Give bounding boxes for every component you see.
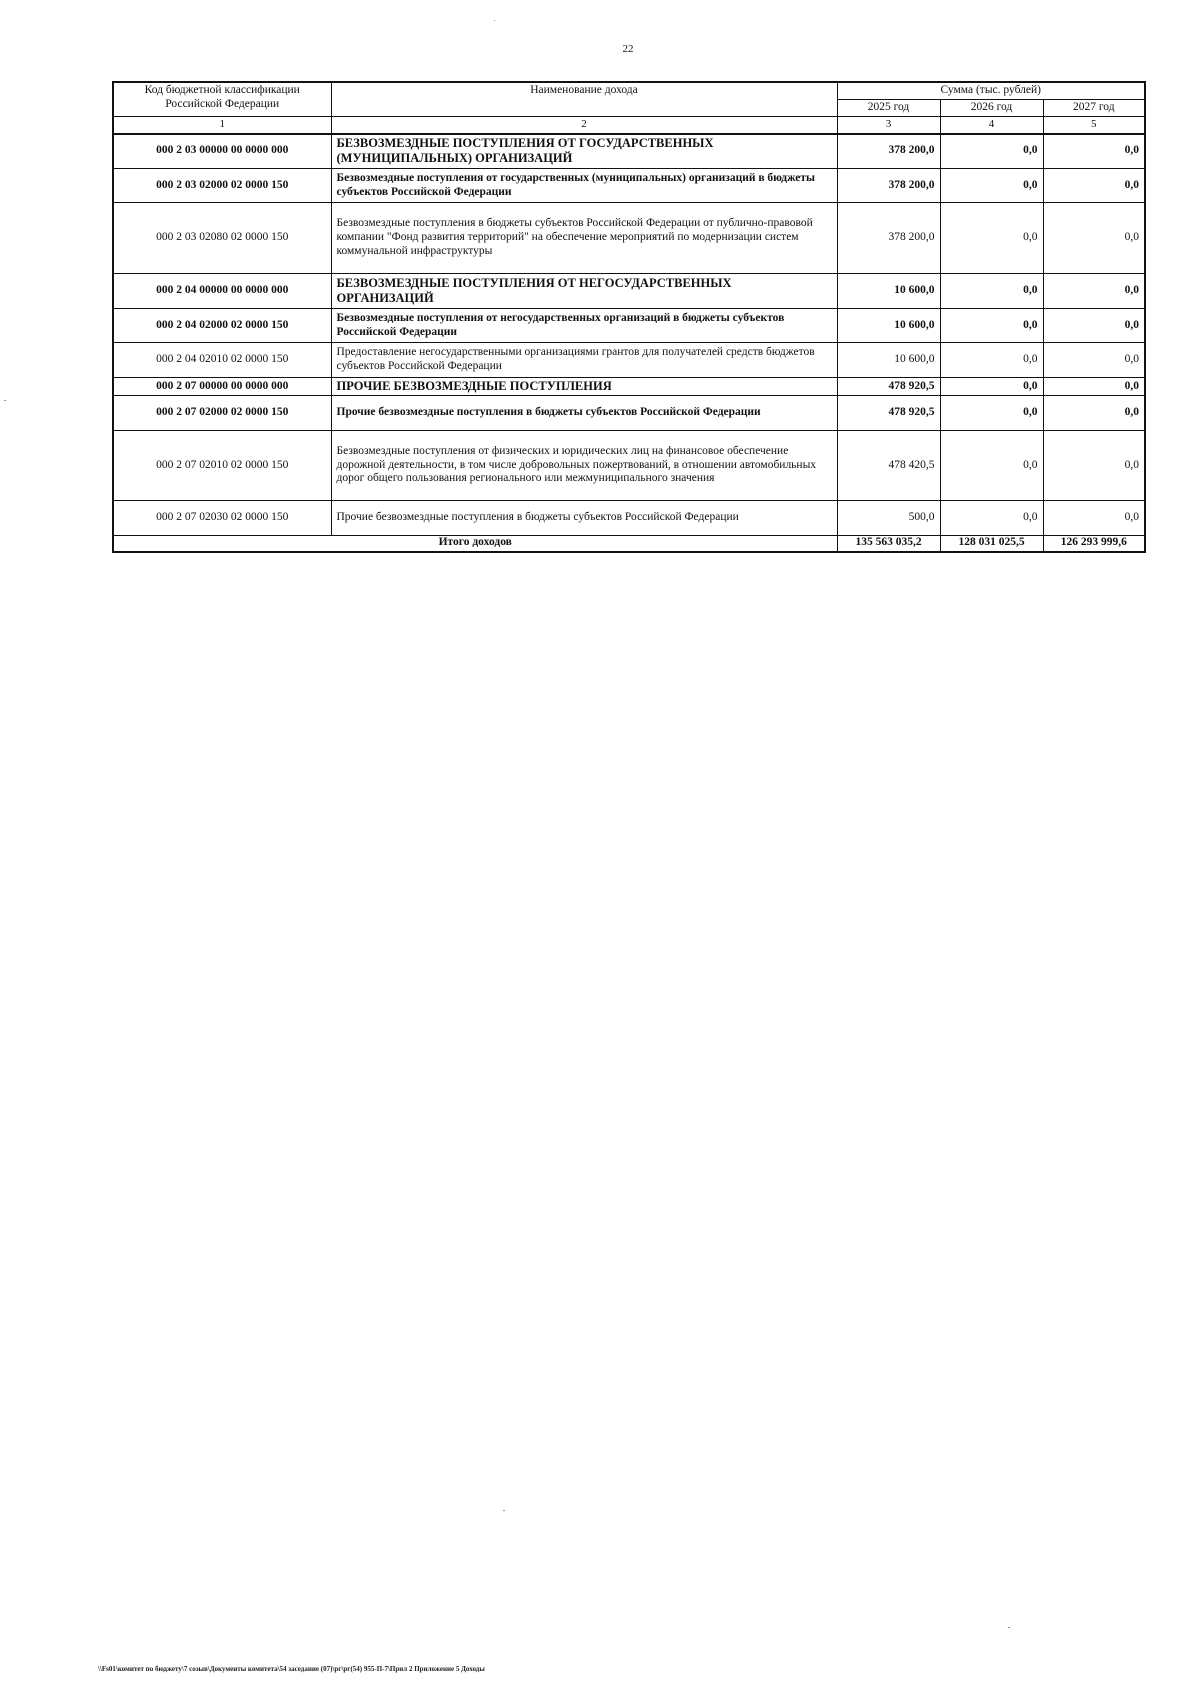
total-label: Итого доходов — [113, 536, 837, 552]
row-name: ПРОЧИЕ БЕЗВОЗМЕЗДНЫЕ ПОСТУПЛЕНИЯ — [331, 378, 837, 396]
scan-speck — [1008, 1627, 1010, 1628]
row-name: Безвозмездные поступления от физических и юридических лиц на финансовое обеспечение дорожной деятельности, в том числе добровольных пожертвований, в отношении автомобильных дорог общего пользования регионального или межмуниципального значения — [331, 431, 837, 501]
row-value-2027: 0,0 — [1043, 134, 1145, 169]
row-value-2025: 10 600,0 — [837, 343, 940, 378]
header-year-2025: 2025 год — [837, 99, 940, 116]
column-number: 1 — [113, 116, 331, 134]
row-value-2025: 478 420,5 — [837, 431, 940, 501]
row-value-2025: 478 920,5 — [837, 378, 940, 396]
row-value-2027: 0,0 — [1043, 378, 1145, 396]
row-code: 000 2 04 02000 02 0000 150 — [113, 309, 331, 343]
row-value-2027: 0,0 — [1043, 431, 1145, 501]
row-name: БЕЗВОЗМЕЗДНЫЕ ПОСТУПЛЕНИЯ ОТ НЕГОСУДАРСТВЕННЫХ ОРГАНИЗАЦИЙ — [331, 274, 837, 309]
row-value-2026: 0,0 — [940, 203, 1043, 274]
row-value-2026: 0,0 — [940, 343, 1043, 378]
table-row — [113, 274, 1145, 309]
row-value-2026: 0,0 — [940, 378, 1043, 396]
row-value-2025: 378 200,0 — [837, 169, 940, 203]
row-value-2027: 0,0 — [1043, 203, 1145, 274]
table-row — [113, 169, 1145, 203]
total-value-2027: 126 293 999,6 — [1043, 536, 1145, 552]
row-code: 000 2 03 02000 02 0000 150 — [113, 169, 331, 203]
row-name: Прочие безвозмездные поступления в бюджеты субъектов Российской Федерации — [331, 501, 837, 536]
row-value-2026: 0,0 — [940, 396, 1043, 431]
column-number: 4 — [940, 116, 1043, 134]
row-code: 000 2 07 02010 02 0000 150 — [113, 431, 331, 501]
row-value-2026: 0,0 — [940, 169, 1043, 203]
scan-speck — [503, 1510, 505, 1511]
row-value-2027: 0,0 — [1043, 274, 1145, 309]
row-value-2026: 0,0 — [940, 134, 1043, 169]
header-year-2026: 2026 год — [940, 99, 1043, 116]
row-value-2025: 10 600,0 — [837, 309, 940, 343]
row-value-2027: 0,0 — [1043, 309, 1145, 343]
table-row — [113, 501, 1145, 536]
row-code: 000 2 03 02080 02 0000 150 — [113, 203, 331, 274]
row-code: 000 2 07 02000 02 0000 150 — [113, 396, 331, 431]
row-name: Предоставление негосударственными организациями грантов для получателей средств бюджетов субъектов Российской Федерации — [331, 343, 837, 378]
row-code: 000 2 07 00000 00 0000 000 — [113, 378, 331, 396]
header-sum: Сумма (тыс. рублей) — [837, 82, 1145, 99]
row-value-2027: 0,0 — [1043, 343, 1145, 378]
row-value-2027: 0,0 — [1043, 169, 1145, 203]
table-row — [113, 396, 1145, 431]
revenue-table — [112, 81, 1146, 553]
row-code: 000 2 04 00000 00 0000 000 — [113, 274, 331, 309]
row-code: 000 2 03 00000 00 0000 000 — [113, 134, 331, 169]
row-value-2026: 0,0 — [940, 309, 1043, 343]
header-code: Код бюджетной классификации Российской Федерации — [113, 82, 331, 116]
row-code: 000 2 04 02010 02 0000 150 — [113, 343, 331, 378]
table-row — [113, 134, 1145, 169]
row-name: БЕЗВОЗМЕЗДНЫЕ ПОСТУПЛЕНИЯ ОТ ГОСУДАРСТВЕННЫХ (МУНИЦИПАЛЬНЫХ) ОРГАНИЗАЦИЙ — [331, 134, 837, 169]
total-value-2026: 128 031 025,5 — [940, 536, 1043, 552]
row-value-2026: 0,0 — [940, 274, 1043, 309]
table-header — [113, 82, 1145, 134]
column-number: 3 — [837, 116, 940, 134]
row-value-2026: 0,0 — [940, 501, 1043, 536]
row-value-2025: 500,0 — [837, 501, 940, 536]
row-name: Безвозмездные поступления от государственных (муниципальных) организаций в бюджеты субъектов Российской Федерации — [331, 169, 837, 203]
file-path-footer: \\Fs01\комитет по бюджету\7 созыв\Документы комитета\54 заседание (07)\рг\рг(54) 955-П-7\Прил 2 Приложение 5 Доходы — [98, 1665, 485, 1673]
header-name: Наименование дохода — [331, 82, 837, 116]
row-value-2025: 478 920,5 — [837, 396, 940, 431]
scan-speck — [494, 20, 495, 21]
table-row — [113, 309, 1145, 343]
column-number: 2 — [331, 116, 837, 134]
table-row — [113, 378, 1145, 396]
row-code: 000 2 07 02030 02 0000 150 — [113, 501, 331, 536]
row-value-2025: 378 200,0 — [837, 203, 940, 274]
page-number: 22 — [622, 43, 634, 55]
total-row — [113, 536, 1145, 552]
row-value-2025: 378 200,0 — [837, 134, 940, 169]
total-value-2025: 135 563 035,2 — [837, 536, 940, 552]
row-value-2027: 0,0 — [1043, 501, 1145, 536]
row-value-2025: 10 600,0 — [837, 274, 940, 309]
scan-speck — [4, 400, 6, 401]
row-name: Безвозмездные поступления от негосударственных организаций в бюджеты субъектов Российской Федерации — [331, 309, 837, 343]
header-year-2027: 2027 год — [1043, 99, 1145, 116]
column-number: 5 — [1043, 116, 1145, 134]
row-name: Прочие безвозмездные поступления в бюджеты субъектов Российской Федерации — [331, 396, 837, 431]
column-numbers-row — [113, 116, 1145, 134]
table-row — [113, 431, 1145, 501]
table-row — [113, 343, 1145, 378]
row-value-2026: 0,0 — [940, 431, 1043, 501]
table-row — [113, 203, 1145, 274]
row-value-2027: 0,0 — [1043, 396, 1145, 431]
row-name: Безвозмездные поступления в бюджеты субъектов Российской Федерации от публично-правовой компании "Фонд развития территорий" на обеспечение мероприятий по модернизации систем коммунальной инфраструктуры — [331, 203, 837, 274]
